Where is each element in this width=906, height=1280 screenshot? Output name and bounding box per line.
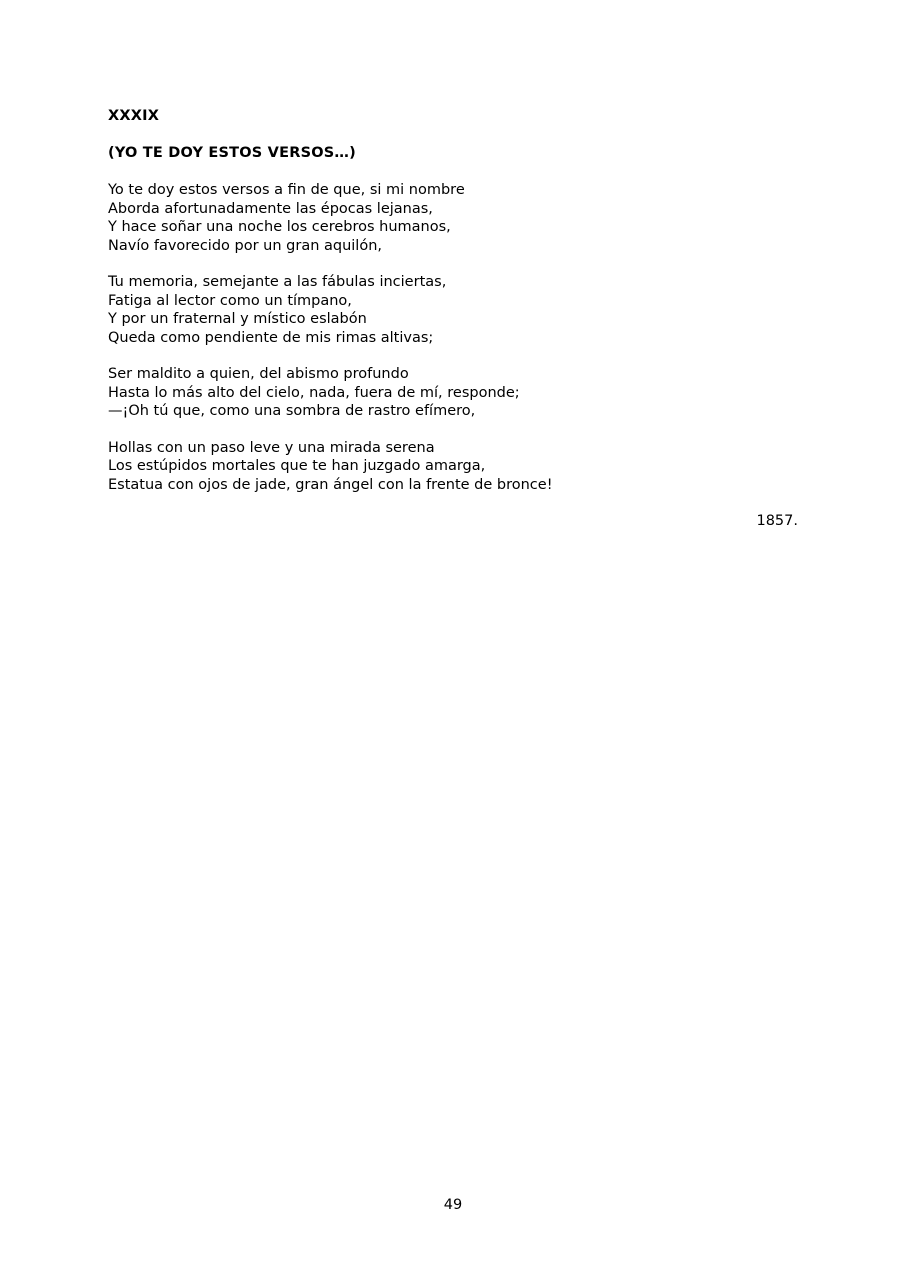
poem-date: 1857. bbox=[756, 513, 798, 529]
verse-line: Fatiga al lector como un tímpano, bbox=[108, 292, 352, 309]
verse-line: Tu memoria, semejante a las fábulas inciertas, bbox=[108, 274, 447, 290]
poem-title: (YO TE DOY ESTOS VERSOS…) bbox=[108, 145, 356, 161]
verse-line: Ser maldito a quien, del abismo profundo bbox=[108, 366, 409, 382]
verse-line: Y hace soñar una noche los cerebros humanos, bbox=[108, 219, 451, 235]
stanza-3 bbox=[108, 365, 798, 421]
poem-content bbox=[108, 107, 798, 531]
stanza-1 bbox=[108, 181, 798, 255]
page-number: 49 bbox=[443, 1197, 463, 1213]
verse-line: Y por un fraternal y místico eslabón bbox=[108, 311, 367, 327]
verse-line: Yo te doy estos versos a fin de que, si mi nombre bbox=[108, 182, 465, 198]
verse-line: Hasta lo más alto del cielo, nada, fuera de mí, responde; bbox=[108, 384, 520, 401]
poem-number: XXXIX bbox=[108, 108, 160, 124]
verse-line: —¡Oh tú que, como una sombra de rastro efímero, bbox=[108, 403, 476, 419]
verse-line: Navío favorecido por un gran aquilón, bbox=[108, 237, 383, 254]
stanza-2 bbox=[108, 273, 798, 347]
stanza-4 bbox=[108, 439, 798, 495]
verse-line: Hollas con un paso leve y una mirada serena bbox=[108, 439, 435, 456]
verse-line: Estatua con ojos de jade, gran ángel con la frente de bronce! bbox=[108, 476, 553, 493]
verse-line: Queda como pendiente de mis rimas altivas; bbox=[108, 329, 434, 346]
verse-line: Los estúpidos mortales que te han juzgado amarga, bbox=[108, 458, 486, 474]
verse-line: Aborda afortunadamente las épocas lejanas, bbox=[108, 200, 433, 217]
